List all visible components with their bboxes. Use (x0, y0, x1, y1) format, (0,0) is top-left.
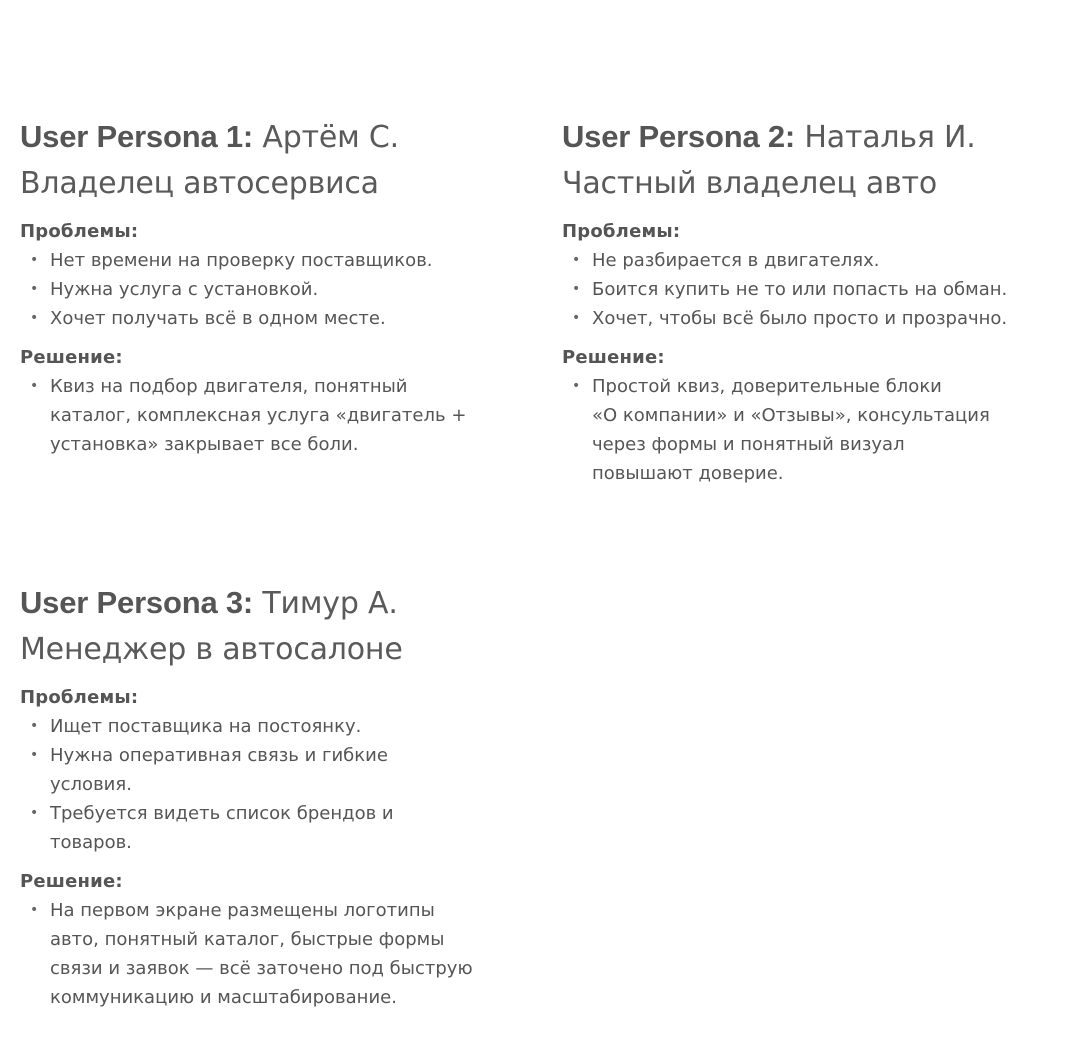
solution-line: установка» закрывает все боли. (50, 434, 359, 455)
persona-title (20, 114, 520, 207)
problems-list (20, 712, 520, 857)
persona-name: Артём С. (262, 120, 399, 155)
solution-line: На первом экране размещены логотипы (50, 900, 435, 921)
problems-label: Проблемы: (562, 221, 681, 242)
problem-item: • Не разбирается в двигателях. (562, 246, 1072, 275)
persona-card-1 (20, 114, 520, 459)
problem-item (20, 712, 520, 741)
problem-line: Требуется видеть список брендов и (50, 803, 394, 824)
persona-name: Наталья И. (804, 120, 976, 155)
persona-number: User Persona 2: (562, 119, 796, 154)
solution-list (562, 372, 1072, 488)
persona-number: User Persona 1: (20, 119, 254, 154)
solution-list (20, 896, 520, 1012)
solution-line: связи и заявок — всё заточено под быструю (50, 958, 473, 979)
problem-item: • Хочет, чтобы всё было просто и прозрачно. (562, 304, 1072, 333)
solution-line: коммуникацию и масштабирование. (50, 987, 397, 1008)
persona-name: Тимур А. (262, 586, 398, 621)
solution-line: каталог, комплексная услуга «двигатель + (50, 405, 467, 426)
solution-line: авто, понятный каталог, быстрые формы (50, 929, 445, 950)
problem-item (20, 799, 520, 857)
persona-role: Владелец автосервиса (20, 166, 379, 201)
problems-label: Проблемы: (20, 687, 139, 708)
solution-line: Квиз на подбор двигателя, понятный (50, 376, 408, 397)
problem-item: • Нужна услуга с установкой. (20, 275, 520, 304)
persona-title (562, 114, 1072, 207)
problem-item: • Хочет получать всё в одном месте. (20, 304, 520, 333)
problems-label: Проблемы: (20, 221, 139, 242)
problem-item: • Боится купить не то или попасть на обман. (562, 275, 1072, 304)
problems-list (20, 246, 520, 333)
problem-item (20, 741, 520, 799)
solution-item (20, 372, 520, 459)
problem-line: Ищет поставщика на постоянку. (50, 716, 362, 737)
problem-line: Нужна оперативная связь и гибкие (50, 745, 388, 766)
persona-title (20, 580, 520, 673)
solution-list (20, 372, 520, 459)
solution-line: повышают доверие. (592, 463, 784, 484)
persona-card-3 (20, 580, 520, 1012)
solution-line: Простой квиз, доверительные блоки (592, 376, 942, 397)
problem-line: товаров. (50, 832, 132, 853)
persona-role: Частный владелец авто (562, 166, 937, 201)
problem-line: условия. (50, 774, 132, 795)
solution-label: Решение: (20, 347, 123, 368)
solution-item (20, 896, 520, 1012)
solution-label: Решение: (20, 871, 123, 892)
persona-number: User Persona 3: (20, 585, 254, 620)
solution-label: Решение: (562, 347, 665, 368)
persona-card-2 (562, 114, 1072, 488)
solution-line: через формы и понятный визуал (592, 434, 905, 455)
problems-list (562, 246, 1072, 333)
solution-line: «О компании» и «Отзывы», консультация (592, 405, 990, 426)
persona-role: Менеджер в автосалоне (20, 632, 403, 667)
problem-item: • Нет времени на проверку поставщиков. (20, 246, 520, 275)
solution-item (562, 372, 1072, 488)
